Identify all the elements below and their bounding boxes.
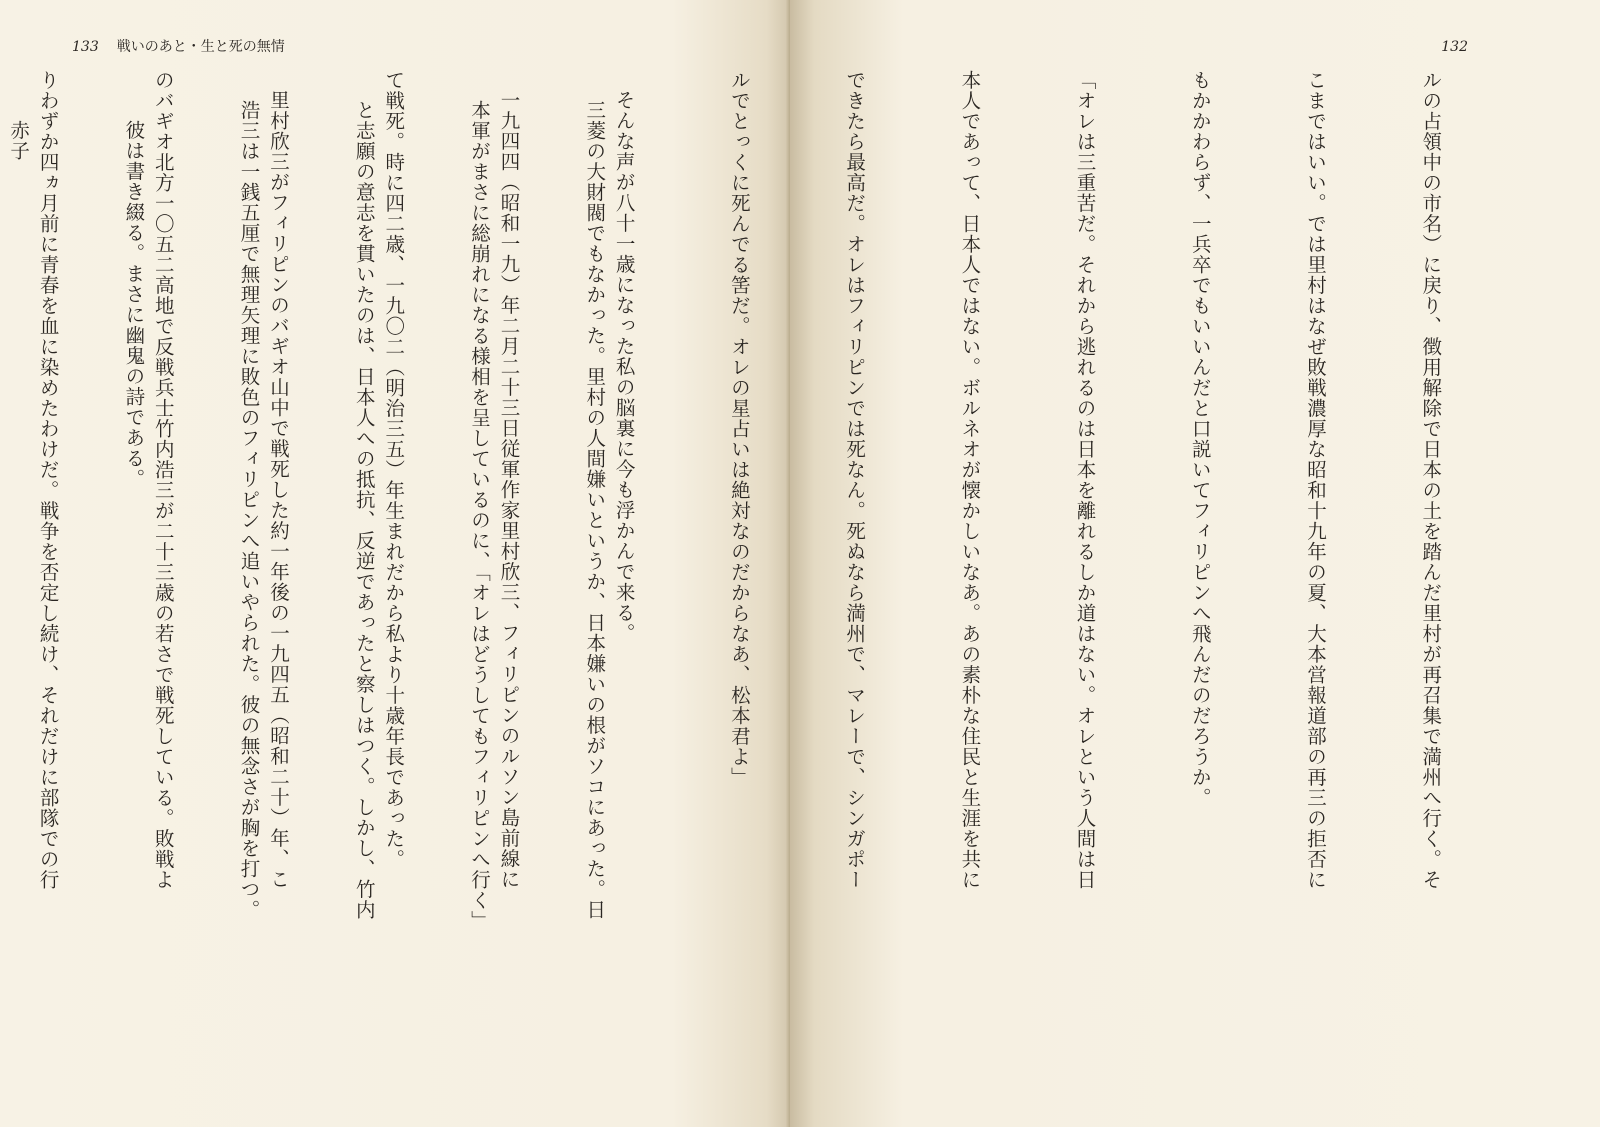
text-line: できたら最高だ。オレはフィリピンでは死なん。死ぬなら満州で、マレーで、シンガポー [843, 70, 867, 890]
text-line: 本軍がまさに総崩れになる様相を呈しているのに、「オレはどうしてもフィリピンへ行く」 [467, 100, 491, 931]
text-line: のバギオ北方一〇五二高地で反戦兵士竹内浩三が二十三歳の若さで戦死している。敗戦よ [151, 70, 175, 890]
text-line: と志願の意志を貫いたのは、日本人への抵抗、反逆であったと察しはつく。しかし、竹内 [352, 100, 376, 920]
running-head: 戦いのあと・生と死の無情 [116, 39, 285, 55]
text-line: ルの占領中の市名）に戻り、徴用解除で日本の土を踏んだ里村が再召集で満州へ行く。そ [1419, 70, 1443, 890]
text-line: 彼は書き綴る。まさに幽鬼の詩である。 [122, 119, 146, 489]
right-page-number: 132 [1441, 39, 1468, 55]
poem-line: 赤子 [7, 119, 31, 161]
text-line: 一九四四（昭和一九）年二月二十三日従軍作家里村欣三、フィリピンのルソン島前線に [497, 89, 521, 889]
left-page-number: 133 [72, 39, 99, 55]
text-line: 本人であって、日本人ではない。ボルネオが懐かしいなあ。あの素朴な住民と生涯を共に [958, 70, 982, 890]
text-line: りわずか四ヵ月前に青春を血に染めたわけだ。戦争を否定し続け、それだけに部隊での行 [36, 70, 60, 890]
text-line: 浩三は一銭五厘で無理矢理に敗色のフィリピンへ追いやられた。彼の無念さが胸を打つ。 [237, 100, 261, 920]
text-line: ルでとっくに死んでる筈だ。オレの星占いは絶対なのだからなあ、松本君よ」 [727, 70, 751, 788]
text-line: て戦死。時に四二歳、一九〇二（明治三五）年生まれだから私より十歳年長であった。 [382, 70, 406, 870]
text-line: 「オレは三重苦だ。それから逃れるのは日本を離れるしか道はない。オレという人間は日 [1073, 70, 1097, 890]
text-line: 里村欣三がフィリピンのバギオ山中で戦死した約一年後の一九四五（昭和二十）年、こ [267, 89, 290, 889]
text-line: こまではいい。では里村はなぜ敗戦濃厚な昭和十九年の夏、大本営報道部の再三の拒否に [1303, 70, 1327, 890]
text-line: 三菱の大財閥でもなかった。里村の人間嫌いというか、日本嫌いの根がソコにあった。日 [583, 100, 607, 920]
text-line: もかかわらず、一兵卒でもいいんだと口説いてフィリピンへ飛んだのだろうか。 [1188, 70, 1212, 808]
text-line: そんな声が八十一歳になった私の脳裏に今も浮かんで来る。 [612, 89, 636, 643]
right-page-header [1441, 36, 1468, 55]
left-page-header [72, 36, 285, 56]
